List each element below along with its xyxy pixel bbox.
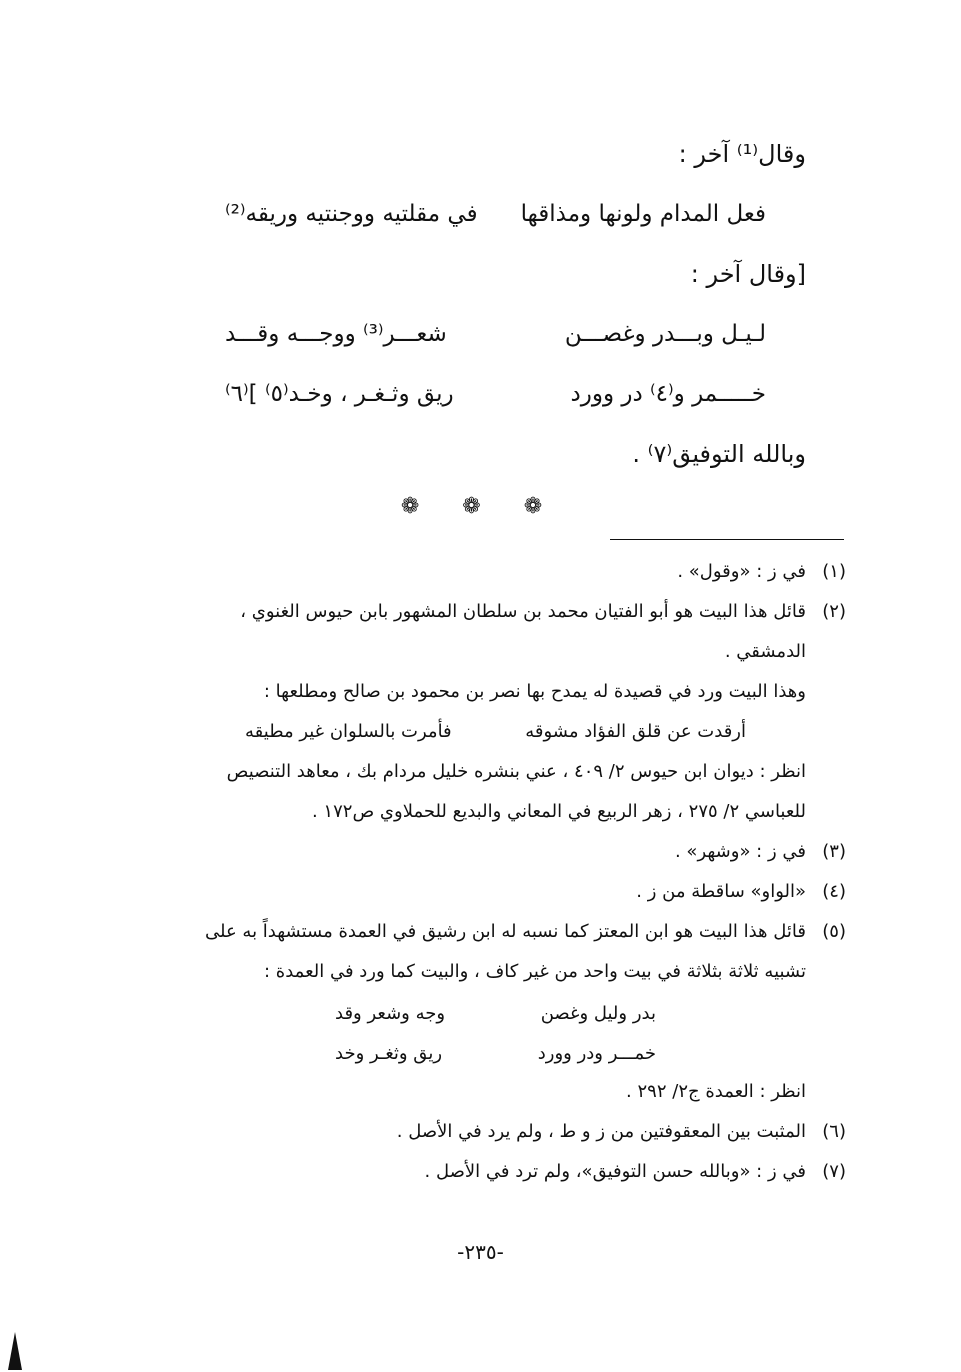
footnote-4-text: «الواو» ساقطة من ز . — [636, 881, 806, 902]
footnote-5-poem-2-right: خمـــر ودر وورد — [537, 1043, 656, 1064]
footnote-2-line-1: قائل هذا البيت هو أبو الفتيان محمد بن سلطان المشهور بابن حيوس الغنوي ، — [240, 601, 806, 622]
footnote-2-line-4: انظر : ديوان ابن حيوس ٢/ ٤٠٩ ، عني بنشره خليل مردام بك ، معاهد التنصيص — [226, 761, 806, 782]
footnote-2-line-3: وهذا البيت ورد في قصيدة له يمدح بها نصر بن محمود بن صالح ومطلعها : — [263, 681, 806, 702]
footnote-5-line-2: تشبيه ثلاثة بثلاثة في بيت واحد من غير كاف ، والبيت كما ورد في العمدة : — [264, 961, 806, 982]
main-line-1: وقال⁽¹⁾ آخر : — [678, 140, 806, 168]
footnote-5-poem-1-right: بدر وليل وغصن — [540, 1003, 656, 1024]
verse-1-right: فعل المدام ولونها ومذاقها — [520, 201, 766, 227]
footnote-7-text: في ز : «وبالله حسن التوفيق»، ولم ترد في الأصل . — [424, 1161, 806, 1182]
footnote-5-poem-1-left: وجه وشعر وقد — [335, 1003, 446, 1024]
footnote-rule — [610, 539, 844, 540]
ornament-separator: ❁ ❁ ❁ — [400, 494, 561, 519]
verse-2-left: شعـــر⁽³⁾ ووجـــه وقـــد — [225, 321, 447, 347]
footnote-6-text: المثبت بين المعقوفتين من ز و ط ، ولم يرد في الأصل . — [396, 1121, 806, 1142]
verse-3-right: خـــــمر و⁽٤⁾ در وورد — [570, 381, 766, 407]
verse-3-left: ريق وثـغـر ، وخـد⁽٥⁾ ]⁽٦⁾ — [225, 381, 454, 407]
footnote-5-line-1: قائل هذا البيت هو ابن المعتز كما نسبه له ابن رشيق في العمدة مستشهداً به على — [205, 921, 806, 942]
footnote-2-poem-left: فأمرت بالسلوان غير مطيقه — [245, 721, 452, 742]
main-line-2: [وقال آخر : — [690, 260, 806, 288]
footnote-2-poem-right: أرقدت عن قلق الفؤاد مشوقه — [525, 721, 746, 742]
corner-scan-mark — [8, 1332, 22, 1370]
page-number: -٢٣٥- — [457, 1240, 504, 1264]
verse-1-left: في مقلتيه ووجنتيه وريقه⁽²⁾ — [225, 201, 478, 227]
verse-2-right: لـيـل وبـــدر وغصـــن — [564, 321, 766, 347]
footnote-5-poem-2-left: ريق وثغـر وخد — [335, 1043, 443, 1064]
footnote-3-text: في ز : «وشهر» . — [674, 841, 806, 862]
footnote-4-number: (٤) — [822, 881, 846, 902]
footnote-6-number: (٦) — [822, 1121, 846, 1142]
footnote-5-number: (٥) — [822, 921, 846, 942]
footnote-2-number: (٢) — [822, 601, 846, 622]
footnote-2-line-5: للعباسي ٢/ ٢٧٥ ، زهر الربيع في المعاني والبديع للحملاوي ص١٧٢ . — [311, 801, 806, 822]
footnote-2-line-2: الدمشقي . — [724, 641, 806, 662]
closing-line: وبالله التوفيق⁽٧⁾ . — [632, 440, 806, 468]
footnote-7-number: (٧) — [822, 1161, 846, 1182]
footnote-5-line-3: انظر : العمدة ج٢/ ٢٩٢ . — [626, 1081, 806, 1102]
footnote-1-number: (١) — [822, 561, 846, 582]
footnote-3-number: (٣) — [822, 841, 846, 862]
footnote-1-text: في ز : «وقول» . — [677, 561, 806, 582]
